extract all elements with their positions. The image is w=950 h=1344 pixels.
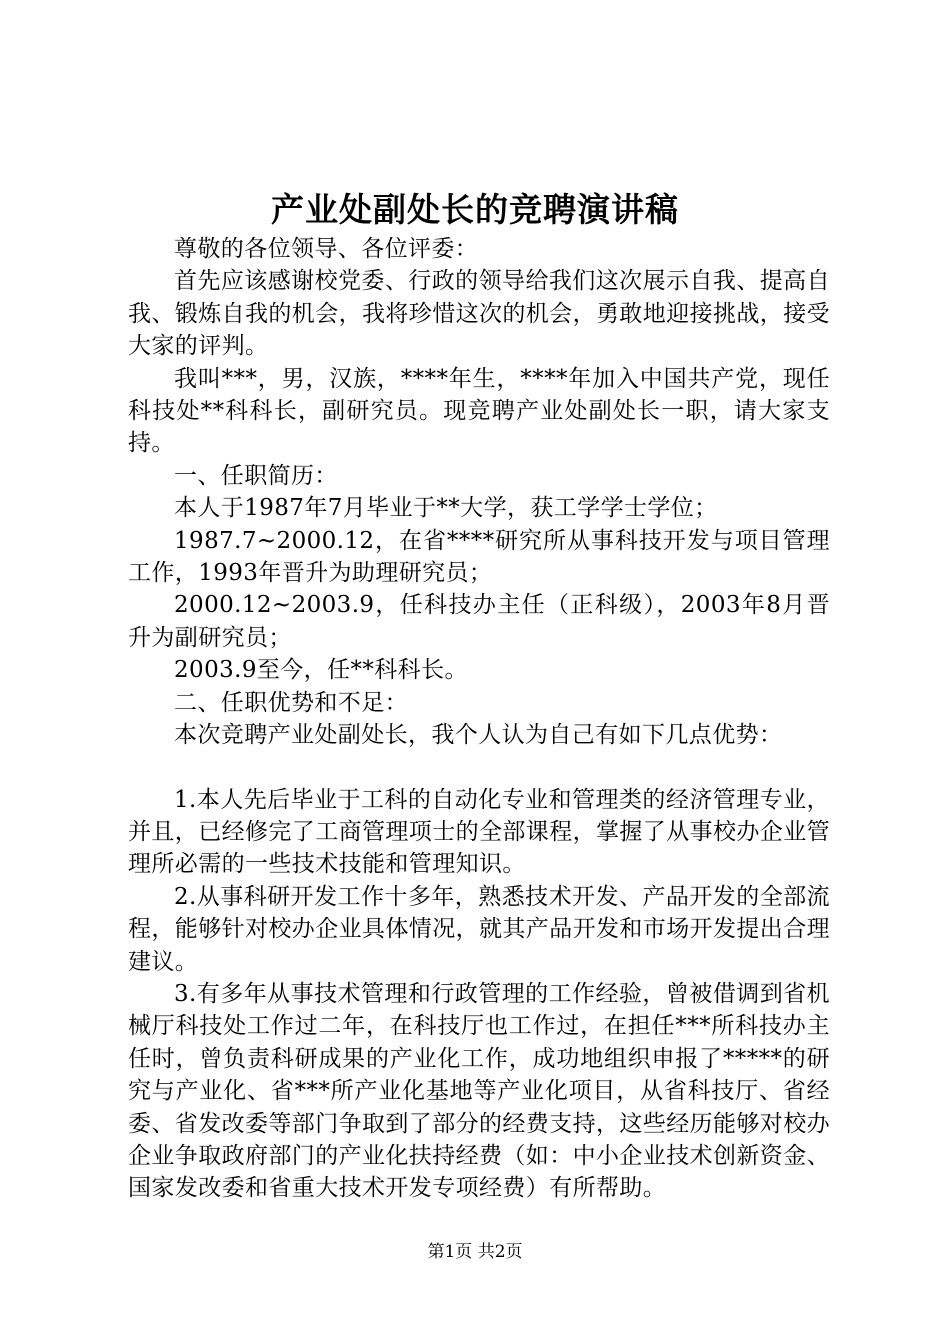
paragraph-strengths-intro: 本次竞聘产业处副处长，我个人认为自己有如下几点优势： [174,722,783,749]
paragraph-strength-2: 2.从事科研开发工作十多年，熟悉技术开发、产品开发的全部流程，能够针对校办企业具体情况，就其产品开发和市场开发提出合理建议。 [128,883,830,975]
section-heading-resume: 一、任职简历： [174,462,338,489]
document-title: 产业处副处长的竞聘演讲稿 [271,190,679,229]
paragraph-resume-1: 本人于1987年7月毕业于**大学，获工学学士学位； [174,495,718,522]
paragraph-resume-2: 1987.7~2000.12，在省****研究所从事科技开发与项目管理工作，1993年晋升为助理研究员； [128,527,830,587]
paragraph-resume-4: 2003.9至今，任**科科长。 [174,657,468,684]
paragraph-salutation: 尊敬的各位领导、各位评委： [174,236,479,262]
paragraph-self-intro: 我叫***，男，汉族，****年生，****年加入中国共产党，现任科技处**科科长，副研究员。现竞聘产业处副处长一职，请大家支持。 [128,365,830,457]
section-heading-strengths: 二、任职优势和不足： [174,689,408,716]
page-footer: 第1页 共2页 [427,1242,523,1262]
paragraph-strength-3: 3.有多年从事技术管理和行政管理的工作经验，曾被借调到省机械厅科技处工作过二年，在科技厅也工作过，在担任***所科技办主任时，曾负责科研成果的产业化工作，成功地组织申报了*****的研究与产业化、省***所产业化基地等产业化项目，从省科技厅、省经委、省发改委等部门争取到了部分的经费支持，这些经历能够对校办企业争取政府部门的产业化扶持经费（如：中小企业技术创新资金、国家发改委和省重大技术开发专项经费）有所帮助。 [128,980,830,1202]
paragraph-strength-1: 1.本人先后毕业于工科的自动化专业和管理类的经济管理专业，并且，已经修完了工商管理项士的全部课程，掌握了从事校办企业管理所必需的一些技术技能和管理知识。 [128,786,830,878]
paragraph-thanks: 首先应该感谢校党委、行政的领导给我们这次展示自我、提高自我、锻炼自我的机会，我将珍惜这次的机会，勇敢地迎接挑战，接受大家的评判。 [128,268,830,360]
document-body [128,233,830,1205]
paragraph-resume-3: 2000.12~2003.9，任科技办主任（正科级），2003年8月晋升为副研究员； [128,592,830,651]
